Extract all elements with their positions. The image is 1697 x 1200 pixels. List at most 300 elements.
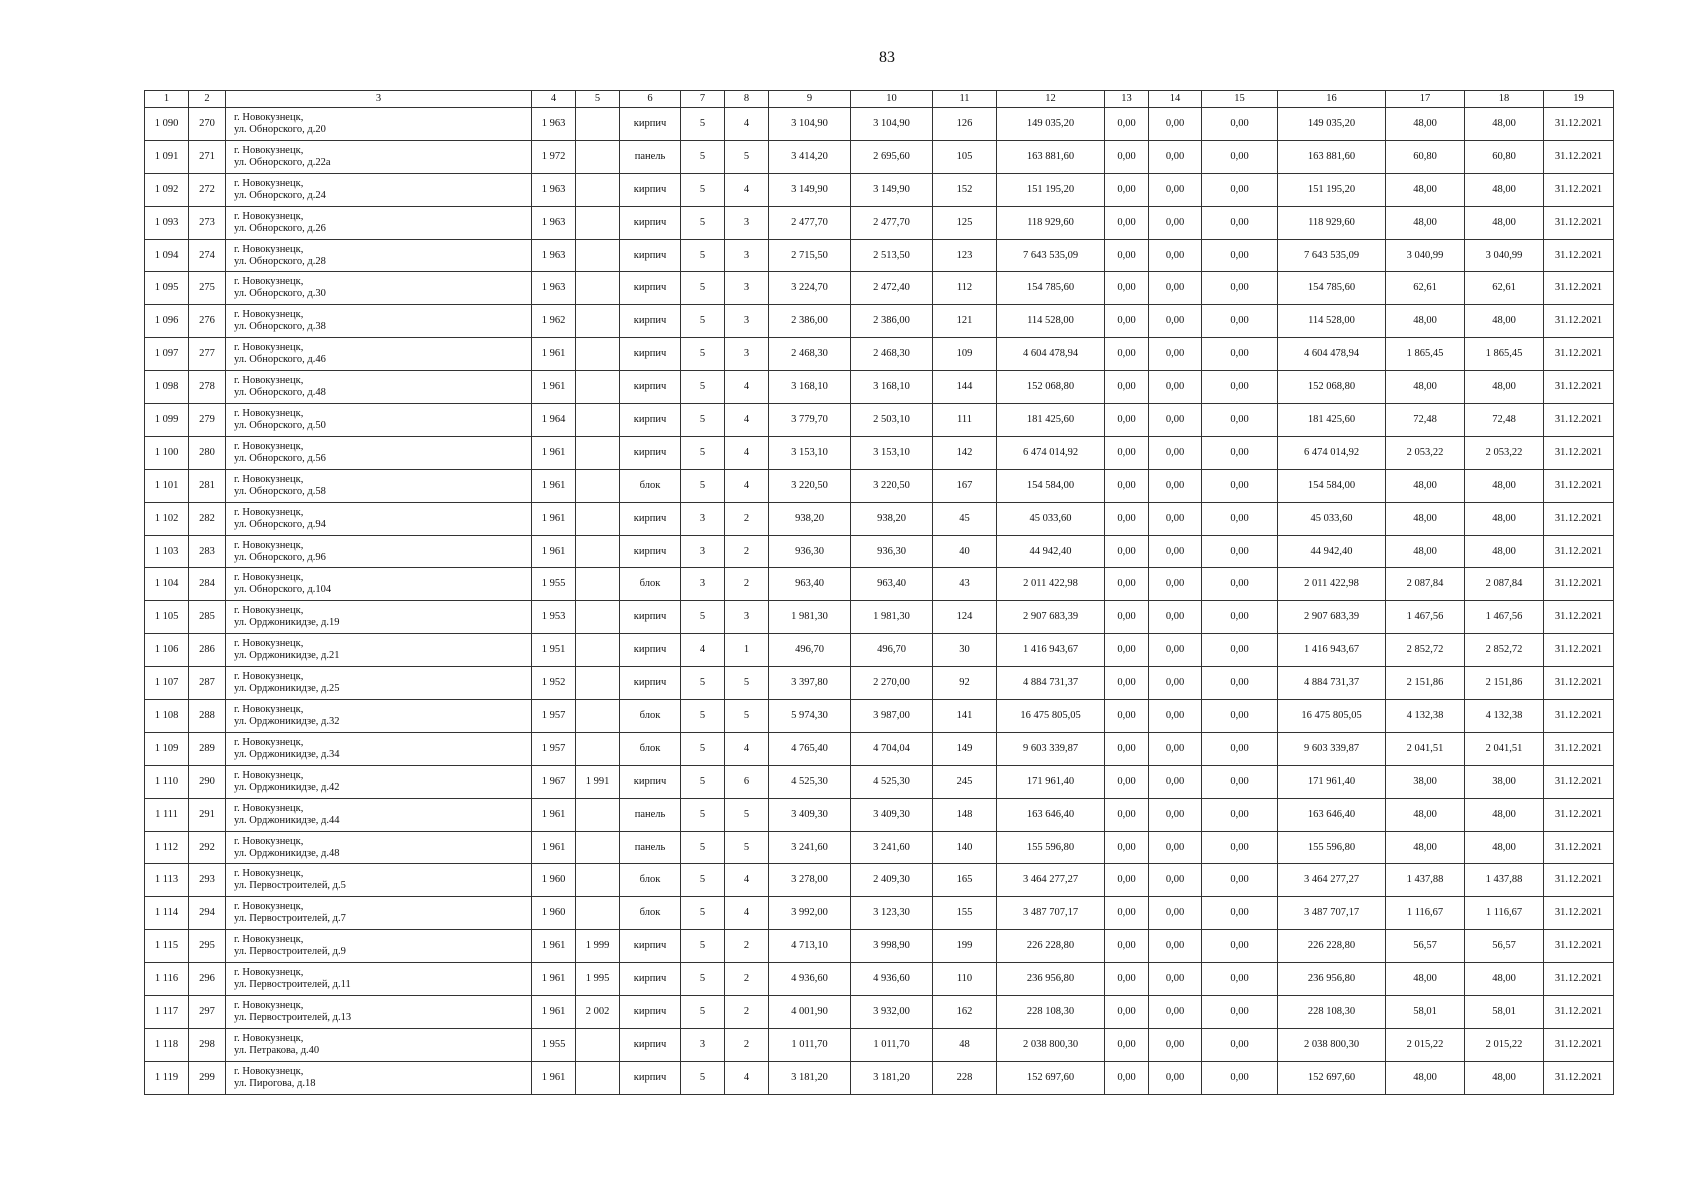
address-city: г. Новокузнецк, (234, 868, 304, 880)
cell-col-9: 3 409,30 (769, 798, 851, 831)
cell-col-4: 1 953 (532, 601, 576, 634)
cell-col-14: 0,00 (1149, 239, 1202, 272)
cell-col-6: кирпич (620, 996, 681, 1029)
cell-col-18: 48,00 (1465, 963, 1544, 996)
cell-col-17: 2 053,22 (1386, 436, 1465, 469)
cell-col-1: 1 111 (145, 798, 189, 831)
cell-col-18: 48,00 (1465, 535, 1544, 568)
cell-col-1: 1 090 (145, 108, 189, 141)
cell-col-14: 0,00 (1149, 667, 1202, 700)
cell-col-13: 0,00 (1105, 140, 1149, 173)
cell-col-2: 276 (189, 305, 226, 338)
cell-col-15: 0,00 (1202, 206, 1278, 239)
cell-col-18: 58,01 (1465, 996, 1544, 1029)
cell-col-7: 5 (681, 732, 725, 765)
cell-col-2: 297 (189, 996, 226, 1029)
table-body (145, 108, 1614, 1095)
cell-col-16: 171 961,40 (1278, 765, 1386, 798)
cell-col-19: 31.12.2021 (1544, 338, 1614, 371)
cell-col-4: 1 952 (532, 667, 576, 700)
cell-col-8: 4 (725, 897, 769, 930)
cell-col-8: 4 (725, 1061, 769, 1094)
address-city: г. Новокузнецк, (234, 407, 304, 419)
address-street: ул. Орджоникидзе, д.34 (234, 748, 340, 760)
cell-col-13: 0,00 (1105, 371, 1149, 404)
cell-col-18: 1 437,88 (1465, 864, 1544, 897)
cell-col-4: 1 961 (532, 1061, 576, 1094)
cell-col-7: 5 (681, 930, 725, 963)
cell-col-7: 5 (681, 601, 725, 634)
cell-col-4: 1 960 (532, 864, 576, 897)
cell-col-11: 109 (933, 338, 997, 371)
cell-col-13: 0,00 (1105, 436, 1149, 469)
cell-col-11: 199 (933, 930, 997, 963)
address-street: ул. Обнорского, д.24 (234, 189, 326, 201)
address-street: ул. Обнорского, д.94 (234, 518, 326, 530)
address-cell (226, 535, 532, 568)
cell-col-8: 2 (725, 963, 769, 996)
cell-col-6: кирпич (620, 667, 681, 700)
cell-col-14: 0,00 (1149, 1061, 1202, 1094)
cell-col-1: 1 112 (145, 831, 189, 864)
cell-col-8: 4 (725, 469, 769, 502)
cell-col-19: 31.12.2021 (1544, 732, 1614, 765)
cell-col-5 (576, 1028, 620, 1061)
cell-col-14: 0,00 (1149, 305, 1202, 338)
cell-col-16: 181 425,60 (1278, 404, 1386, 437)
cell-col-2: 278 (189, 371, 226, 404)
cell-col-8: 2 (725, 996, 769, 1029)
cell-col-6: кирпич (620, 305, 681, 338)
cell-col-2: 289 (189, 732, 226, 765)
cell-col-2: 295 (189, 930, 226, 963)
cell-col-17: 56,57 (1386, 930, 1465, 963)
table-row (145, 535, 1614, 568)
cell-col-18: 48,00 (1465, 1061, 1544, 1094)
cell-col-1: 1 107 (145, 667, 189, 700)
cell-col-16: 4 884 731,37 (1278, 667, 1386, 700)
cell-col-9: 3 278,00 (769, 864, 851, 897)
cell-col-9: 2 468,30 (769, 338, 851, 371)
cell-col-13: 0,00 (1105, 1061, 1149, 1094)
cell-col-4: 1 963 (532, 206, 576, 239)
cell-col-14: 0,00 (1149, 502, 1202, 535)
cell-col-11: 162 (933, 996, 997, 1029)
cell-col-17: 48,00 (1386, 206, 1465, 239)
cell-col-5 (576, 239, 620, 272)
cell-col-12: 151 195,20 (997, 173, 1105, 206)
address-street: ул. Орджоникидзе, д.25 (234, 683, 340, 695)
address-street: ул. Первостроителей, д.7 (234, 913, 346, 925)
cell-col-18: 2 015,22 (1465, 1028, 1544, 1061)
address-city: г. Новокузнецк, (234, 309, 304, 321)
cell-col-18: 48,00 (1465, 108, 1544, 141)
cell-col-5 (576, 502, 620, 535)
cell-col-10: 3 168,10 (851, 371, 933, 404)
cell-col-19: 31.12.2021 (1544, 897, 1614, 930)
column-header-10: 10 (851, 91, 933, 108)
cell-col-13: 0,00 (1105, 1028, 1149, 1061)
cell-col-16: 7 643 535,09 (1278, 239, 1386, 272)
cell-col-12: 9 603 339,87 (997, 732, 1105, 765)
cell-col-19: 31.12.2021 (1544, 404, 1614, 437)
cell-col-9: 1 981,30 (769, 601, 851, 634)
cell-col-2: 292 (189, 831, 226, 864)
cell-col-1: 1 110 (145, 765, 189, 798)
cell-col-5 (576, 700, 620, 733)
cell-col-5 (576, 404, 620, 437)
cell-col-13: 0,00 (1105, 864, 1149, 897)
table-row (145, 140, 1614, 173)
table-row (145, 1028, 1614, 1061)
cell-col-7: 5 (681, 338, 725, 371)
cell-col-13: 0,00 (1105, 404, 1149, 437)
cell-col-19: 31.12.2021 (1544, 1061, 1614, 1094)
cell-col-15: 0,00 (1202, 568, 1278, 601)
cell-col-11: 123 (933, 239, 997, 272)
cell-col-6: кирпич (620, 930, 681, 963)
cell-col-9: 3 104,90 (769, 108, 851, 141)
cell-col-10: 3 181,20 (851, 1061, 933, 1094)
cell-col-16: 6 474 014,92 (1278, 436, 1386, 469)
address-cell (226, 798, 532, 831)
cell-col-11: 111 (933, 404, 997, 437)
cell-col-18: 2 053,22 (1465, 436, 1544, 469)
address-street: ул. Обнорского, д.56 (234, 452, 326, 464)
address-cell (226, 272, 532, 305)
cell-col-2: 279 (189, 404, 226, 437)
cell-col-16: 236 956,80 (1278, 963, 1386, 996)
cell-col-15: 0,00 (1202, 864, 1278, 897)
cell-col-2: 282 (189, 502, 226, 535)
address-cell (226, 634, 532, 667)
address-street: ул. Первостроителей, д.11 (234, 979, 351, 991)
cell-col-6: панель (620, 140, 681, 173)
cell-col-1: 1 114 (145, 897, 189, 930)
cell-col-7: 5 (681, 272, 725, 305)
address-cell (226, 930, 532, 963)
cell-col-8: 6 (725, 765, 769, 798)
cell-col-1: 1 094 (145, 239, 189, 272)
cell-col-19: 31.12.2021 (1544, 206, 1614, 239)
cell-col-6: кирпич (620, 404, 681, 437)
cell-col-1: 1 109 (145, 732, 189, 765)
table-row (145, 601, 1614, 634)
cell-col-9: 936,30 (769, 535, 851, 568)
cell-col-8: 5 (725, 700, 769, 733)
cell-col-5 (576, 469, 620, 502)
address-city: г. Новокузнецк, (234, 703, 304, 715)
cell-col-12: 2 907 683,39 (997, 601, 1105, 634)
cell-col-8: 5 (725, 667, 769, 700)
column-header-4: 4 (532, 91, 576, 108)
cell-col-12: 114 528,00 (997, 305, 1105, 338)
cell-col-18: 4 132,38 (1465, 700, 1544, 733)
cell-col-4: 1 964 (532, 404, 576, 437)
address-city: г. Новокузнецк, (234, 506, 304, 518)
cell-col-11: 92 (933, 667, 997, 700)
cell-col-12: 152 697,60 (997, 1061, 1105, 1094)
cell-col-9: 4 765,40 (769, 732, 851, 765)
table-row (145, 206, 1614, 239)
cell-col-19: 31.12.2021 (1544, 798, 1614, 831)
cell-col-10: 938,20 (851, 502, 933, 535)
cell-col-19: 31.12.2021 (1544, 634, 1614, 667)
cell-col-13: 0,00 (1105, 239, 1149, 272)
cell-col-8: 4 (725, 404, 769, 437)
cell-col-9: 3 397,80 (769, 667, 851, 700)
cell-col-18: 48,00 (1465, 502, 1544, 535)
cell-col-8: 5 (725, 831, 769, 864)
cell-col-14: 0,00 (1149, 568, 1202, 601)
cell-col-11: 112 (933, 272, 997, 305)
cell-col-15: 0,00 (1202, 305, 1278, 338)
cell-col-7: 4 (681, 634, 725, 667)
cell-col-15: 0,00 (1202, 963, 1278, 996)
cell-col-17: 60,80 (1386, 140, 1465, 173)
cell-col-10: 936,30 (851, 535, 933, 568)
cell-col-7: 5 (681, 108, 725, 141)
cell-col-10: 3 409,30 (851, 798, 933, 831)
cell-col-10: 3 149,90 (851, 173, 933, 206)
cell-col-17: 4 132,38 (1386, 700, 1465, 733)
cell-col-13: 0,00 (1105, 765, 1149, 798)
address-cell (226, 371, 532, 404)
cell-col-18: 2 087,84 (1465, 568, 1544, 601)
cell-col-9: 3 779,70 (769, 404, 851, 437)
cell-col-2: 271 (189, 140, 226, 173)
cell-col-2: 281 (189, 469, 226, 502)
cell-col-9: 3 220,50 (769, 469, 851, 502)
cell-col-12: 154 785,60 (997, 272, 1105, 305)
cell-col-11: 30 (933, 634, 997, 667)
cell-col-12: 155 596,80 (997, 831, 1105, 864)
cell-col-4: 1 961 (532, 996, 576, 1029)
cell-col-17: 2 015,22 (1386, 1028, 1465, 1061)
cell-col-16: 152 697,60 (1278, 1061, 1386, 1094)
address-cell (226, 502, 532, 535)
cell-col-17: 58,01 (1386, 996, 1465, 1029)
cell-col-7: 5 (681, 305, 725, 338)
cell-col-4: 1 961 (532, 502, 576, 535)
cell-col-7: 5 (681, 963, 725, 996)
cell-col-17: 38,00 (1386, 765, 1465, 798)
cell-col-15: 0,00 (1202, 371, 1278, 404)
cell-col-12: 226 228,80 (997, 930, 1105, 963)
cell-col-10: 2 386,00 (851, 305, 933, 338)
cell-col-17: 2 852,72 (1386, 634, 1465, 667)
cell-col-5 (576, 732, 620, 765)
cell-col-14: 0,00 (1149, 371, 1202, 404)
address-street: ул. Обнорского, д.22а (234, 156, 331, 168)
cell-col-12: 6 474 014,92 (997, 436, 1105, 469)
cell-col-5 (576, 634, 620, 667)
address-city: г. Новокузнецк, (234, 769, 304, 781)
cell-col-6: кирпич (620, 436, 681, 469)
cell-col-1: 1 115 (145, 930, 189, 963)
table-row (145, 732, 1614, 765)
table-row (145, 338, 1614, 371)
address-city: г. Новокузнецк, (234, 111, 304, 123)
cell-col-14: 0,00 (1149, 173, 1202, 206)
address-cell (226, 963, 532, 996)
cell-col-1: 1 097 (145, 338, 189, 371)
cell-col-8: 3 (725, 601, 769, 634)
cell-col-4: 1 955 (532, 568, 576, 601)
cell-col-4: 1 967 (532, 765, 576, 798)
cell-col-15: 0,00 (1202, 765, 1278, 798)
cell-col-8: 4 (725, 436, 769, 469)
cell-col-6: панель (620, 798, 681, 831)
cell-col-15: 0,00 (1202, 239, 1278, 272)
cell-col-10: 963,40 (851, 568, 933, 601)
cell-col-8: 3 (725, 305, 769, 338)
address-cell (226, 404, 532, 437)
cell-col-2: 283 (189, 535, 226, 568)
cell-col-14: 0,00 (1149, 700, 1202, 733)
cell-col-19: 31.12.2021 (1544, 469, 1614, 502)
cell-col-11: 141 (933, 700, 997, 733)
cell-col-5 (576, 831, 620, 864)
cell-col-17: 1 467,56 (1386, 601, 1465, 634)
cell-col-8: 2 (725, 568, 769, 601)
address-city: г. Новокузнецк, (234, 1032, 304, 1044)
cell-col-4: 1 961 (532, 535, 576, 568)
cell-col-16: 118 929,60 (1278, 206, 1386, 239)
cell-col-16: 163 646,40 (1278, 798, 1386, 831)
address-city: г. Новокузнецк, (234, 572, 304, 584)
address-city: г. Новокузнецк, (234, 375, 304, 387)
cell-col-10: 3 987,00 (851, 700, 933, 733)
cell-col-13: 0,00 (1105, 305, 1149, 338)
cell-col-14: 0,00 (1149, 765, 1202, 798)
cell-col-12: 3 464 277,27 (997, 864, 1105, 897)
cell-col-7: 5 (681, 239, 725, 272)
cell-col-19: 31.12.2021 (1544, 436, 1614, 469)
address-city: г. Новокузнецк, (234, 539, 304, 551)
cell-col-10: 2 695,60 (851, 140, 933, 173)
cell-col-14: 0,00 (1149, 1028, 1202, 1061)
cell-col-8: 4 (725, 173, 769, 206)
cell-col-17: 48,00 (1386, 173, 1465, 206)
cell-col-11: 48 (933, 1028, 997, 1061)
cell-col-17: 48,00 (1386, 535, 1465, 568)
address-cell (226, 338, 532, 371)
cell-col-2: 288 (189, 700, 226, 733)
cell-col-17: 1 437,88 (1386, 864, 1465, 897)
cell-col-9: 3 149,90 (769, 173, 851, 206)
cell-col-14: 0,00 (1149, 634, 1202, 667)
cell-col-18: 1 116,67 (1465, 897, 1544, 930)
cell-col-17: 72,48 (1386, 404, 1465, 437)
table-row (145, 667, 1614, 700)
cell-col-14: 0,00 (1149, 404, 1202, 437)
cell-col-5 (576, 206, 620, 239)
address-city: г. Новокузнецк, (234, 835, 304, 847)
cell-col-6: кирпич (620, 108, 681, 141)
column-header-8: 8 (725, 91, 769, 108)
cell-col-6: кирпич (620, 1028, 681, 1061)
cell-col-16: 3 464 277,27 (1278, 864, 1386, 897)
cell-col-19: 31.12.2021 (1544, 1028, 1614, 1061)
cell-col-1: 1 119 (145, 1061, 189, 1094)
cell-col-11: 155 (933, 897, 997, 930)
cell-col-12: 154 584,00 (997, 469, 1105, 502)
column-header-17: 17 (1386, 91, 1465, 108)
cell-col-13: 0,00 (1105, 173, 1149, 206)
cell-col-13: 0,00 (1105, 732, 1149, 765)
cell-col-15: 0,00 (1202, 930, 1278, 963)
cell-col-2: 274 (189, 239, 226, 272)
table-row (145, 305, 1614, 338)
cell-col-2: 284 (189, 568, 226, 601)
cell-col-13: 0,00 (1105, 930, 1149, 963)
cell-col-9: 4 001,90 (769, 996, 851, 1029)
cell-col-13: 0,00 (1105, 634, 1149, 667)
cell-col-12: 236 956,80 (997, 963, 1105, 996)
cell-col-16: 2 011 422,98 (1278, 568, 1386, 601)
cell-col-14: 0,00 (1149, 108, 1202, 141)
table-row (145, 798, 1614, 831)
cell-col-6: панель (620, 831, 681, 864)
cell-col-10: 1 011,70 (851, 1028, 933, 1061)
cell-col-6: кирпич (620, 206, 681, 239)
cell-col-1: 1 118 (145, 1028, 189, 1061)
column-header-7: 7 (681, 91, 725, 108)
address-street: ул. Первостроителей, д.5 (234, 880, 346, 892)
cell-col-10: 1 981,30 (851, 601, 933, 634)
cell-col-7: 3 (681, 502, 725, 535)
cell-col-5 (576, 568, 620, 601)
cell-col-7: 5 (681, 897, 725, 930)
cell-col-9: 963,40 (769, 568, 851, 601)
cell-col-14: 0,00 (1149, 732, 1202, 765)
cell-col-1: 1 095 (145, 272, 189, 305)
cell-col-6: кирпич (620, 173, 681, 206)
cell-col-8: 3 (725, 338, 769, 371)
cell-col-8: 5 (725, 140, 769, 173)
cell-col-15: 0,00 (1202, 601, 1278, 634)
cell-col-11: 165 (933, 864, 997, 897)
cell-col-14: 0,00 (1149, 897, 1202, 930)
cell-col-6: кирпич (620, 239, 681, 272)
address-city: г. Новокузнецк, (234, 1065, 304, 1077)
address-street: ул. Орджоникидзе, д.19 (234, 617, 340, 629)
cell-col-4: 1 960 (532, 897, 576, 930)
cell-col-4: 1 961 (532, 831, 576, 864)
cell-col-2: 275 (189, 272, 226, 305)
cell-col-18: 1 467,56 (1465, 601, 1544, 634)
cell-col-19: 31.12.2021 (1544, 765, 1614, 798)
cell-col-5 (576, 338, 620, 371)
cell-col-7: 5 (681, 469, 725, 502)
cell-col-11: 40 (933, 535, 997, 568)
cell-col-4: 1 955 (532, 1028, 576, 1061)
cell-col-16: 154 584,00 (1278, 469, 1386, 502)
column-header-19: 19 (1544, 91, 1614, 108)
cell-col-16: 155 596,80 (1278, 831, 1386, 864)
address-city: г. Новокузнецк, (234, 671, 304, 683)
cell-col-2: 272 (189, 173, 226, 206)
cell-col-10: 2 472,40 (851, 272, 933, 305)
cell-col-16: 45 033,60 (1278, 502, 1386, 535)
cell-col-18: 48,00 (1465, 173, 1544, 206)
cell-col-7: 3 (681, 535, 725, 568)
address-cell (226, 305, 532, 338)
cell-col-1: 1 093 (145, 206, 189, 239)
cell-col-12: 228 108,30 (997, 996, 1105, 1029)
cell-col-1: 1 100 (145, 436, 189, 469)
